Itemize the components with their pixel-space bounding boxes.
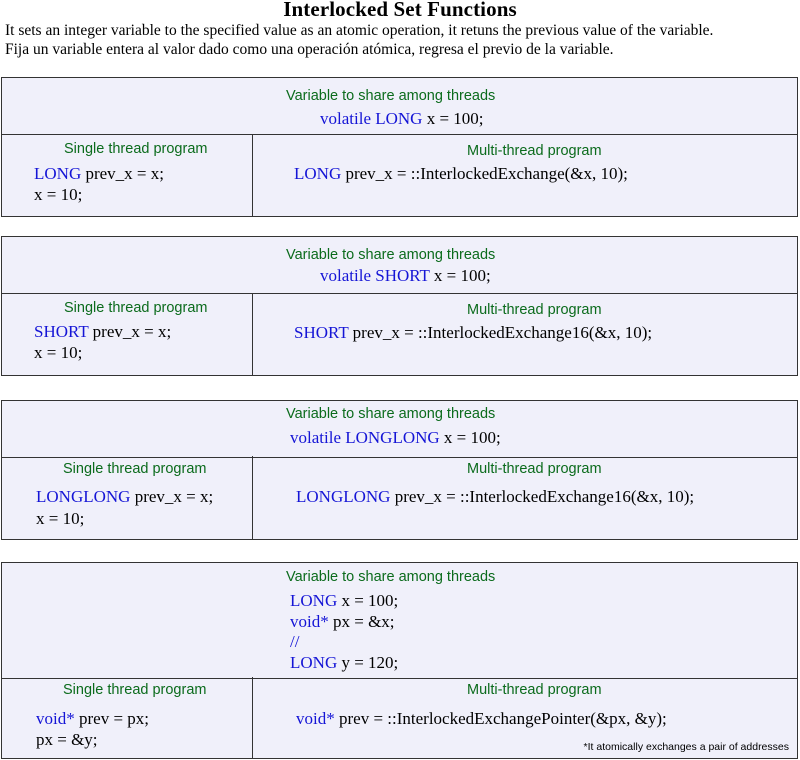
code-text: prev = px; xyxy=(74,709,150,728)
shared-code-line xyxy=(290,428,501,448)
code-text: x = 10; xyxy=(36,509,85,528)
code-text: x = 100; xyxy=(422,109,484,128)
panel-short xyxy=(1,236,798,376)
single-thread-section xyxy=(2,456,253,539)
page-title: Interlocked Set Functions xyxy=(283,0,517,21)
multi-thread-section xyxy=(253,677,797,758)
single-thread-section xyxy=(2,134,253,216)
shared-code-comment xyxy=(290,632,299,652)
shared-variable-section xyxy=(2,563,797,679)
shared-code-line xyxy=(320,109,484,129)
shared-header: Variable to share among threads xyxy=(286,247,496,263)
code-keyword: volatile SHORT xyxy=(320,266,430,285)
code-keyword: LONG xyxy=(294,164,342,183)
code-keyword: LONG xyxy=(290,591,338,610)
multi-header: Multi-thread program xyxy=(467,682,602,698)
multi-header: Multi-thread program xyxy=(467,302,602,318)
description-spanish: Fija un variable entera al valor dado como una operación atómica, regresa el previo de la variable. xyxy=(5,41,614,58)
code-text: x = 100; xyxy=(337,591,399,610)
single-code-line xyxy=(34,322,171,342)
shared-header: Variable to share among threads xyxy=(286,406,496,422)
code-keyword: LONGLONG xyxy=(296,487,391,506)
code-keyword: void* xyxy=(290,612,329,631)
code-keyword: LONG xyxy=(290,653,338,672)
code-keyword: SHORT xyxy=(294,323,349,342)
code-text: prev = ::InterlockedExchangePointer(&px, &y); xyxy=(334,709,667,728)
single-code-line xyxy=(36,709,149,729)
panel-long xyxy=(1,77,798,217)
code-keyword: LONG xyxy=(34,164,82,183)
description-english: It sets an integer variable to the specified value as an atomic operation, it retuns the previous value of the variable. xyxy=(5,22,714,39)
code-text: x = 10; xyxy=(34,343,83,362)
shared-variable-section xyxy=(2,78,797,135)
code-keyword: volatile LONG xyxy=(320,109,423,128)
panel-pointer xyxy=(1,562,798,759)
multi-header: Multi-thread program xyxy=(467,143,602,159)
code-comment: // xyxy=(290,632,300,651)
code-text: prev_x = ::InterlockedExchange16(&x, 10); xyxy=(348,323,653,342)
shared-header: Variable to share among threads xyxy=(286,88,496,104)
multi-code-line xyxy=(296,709,667,729)
shared-code-line xyxy=(290,653,398,673)
code-keyword: LONGLONG xyxy=(36,487,131,506)
single-code-line xyxy=(36,730,98,750)
single-code-line xyxy=(36,487,213,507)
code-text: prev_x = x; xyxy=(130,487,214,506)
shared-code-line xyxy=(290,612,395,632)
single-header: Single thread program xyxy=(63,461,207,477)
multi-header: Multi-thread program xyxy=(467,461,602,477)
code-text: x = 10; xyxy=(34,185,83,204)
multi-thread-section xyxy=(253,456,797,539)
single-thread-section xyxy=(2,293,253,375)
code-text: prev_x = x; xyxy=(81,164,164,183)
code-keyword: SHORT xyxy=(34,322,89,341)
single-header: Single thread program xyxy=(64,141,208,157)
single-code-line xyxy=(34,164,164,184)
single-code-line xyxy=(34,185,82,205)
single-header: Single thread program xyxy=(63,682,207,698)
code-text: x = 100; xyxy=(439,428,501,447)
shared-variable-section xyxy=(2,401,797,458)
single-code-line xyxy=(34,343,82,363)
footnote: *It atomically exchanges a pair of addresses xyxy=(583,741,789,753)
code-text: prev_x = x; xyxy=(88,322,172,341)
code-text: prev_x = ::InterlockedExchange(&x, 10); xyxy=(341,164,628,183)
panel-longlong xyxy=(1,400,798,540)
code-text: px = &y; xyxy=(36,730,98,749)
code-keyword: void* xyxy=(296,709,335,728)
shared-code-line xyxy=(290,591,398,611)
shared-header: Variable to share among threads xyxy=(286,569,496,585)
code-keyword: volatile LONGLONG xyxy=(290,428,440,447)
single-thread-section xyxy=(2,677,253,758)
code-text: x = 100; xyxy=(429,266,491,285)
multi-code-line xyxy=(294,164,628,184)
single-header: Single thread program xyxy=(64,300,208,316)
multi-thread-section xyxy=(253,134,797,216)
shared-code-line xyxy=(320,266,491,286)
code-text: prev_x = ::InterlockedExchange16(&x, 10); xyxy=(390,487,695,506)
multi-code-line xyxy=(294,323,652,343)
code-text: px = &x; xyxy=(328,612,395,631)
code-text: y = 120; xyxy=(337,653,399,672)
shared-variable-section xyxy=(2,237,797,294)
multi-thread-section xyxy=(253,293,797,375)
code-keyword: void* xyxy=(36,709,75,728)
single-code-line xyxy=(36,509,84,529)
multi-code-line xyxy=(296,487,694,507)
